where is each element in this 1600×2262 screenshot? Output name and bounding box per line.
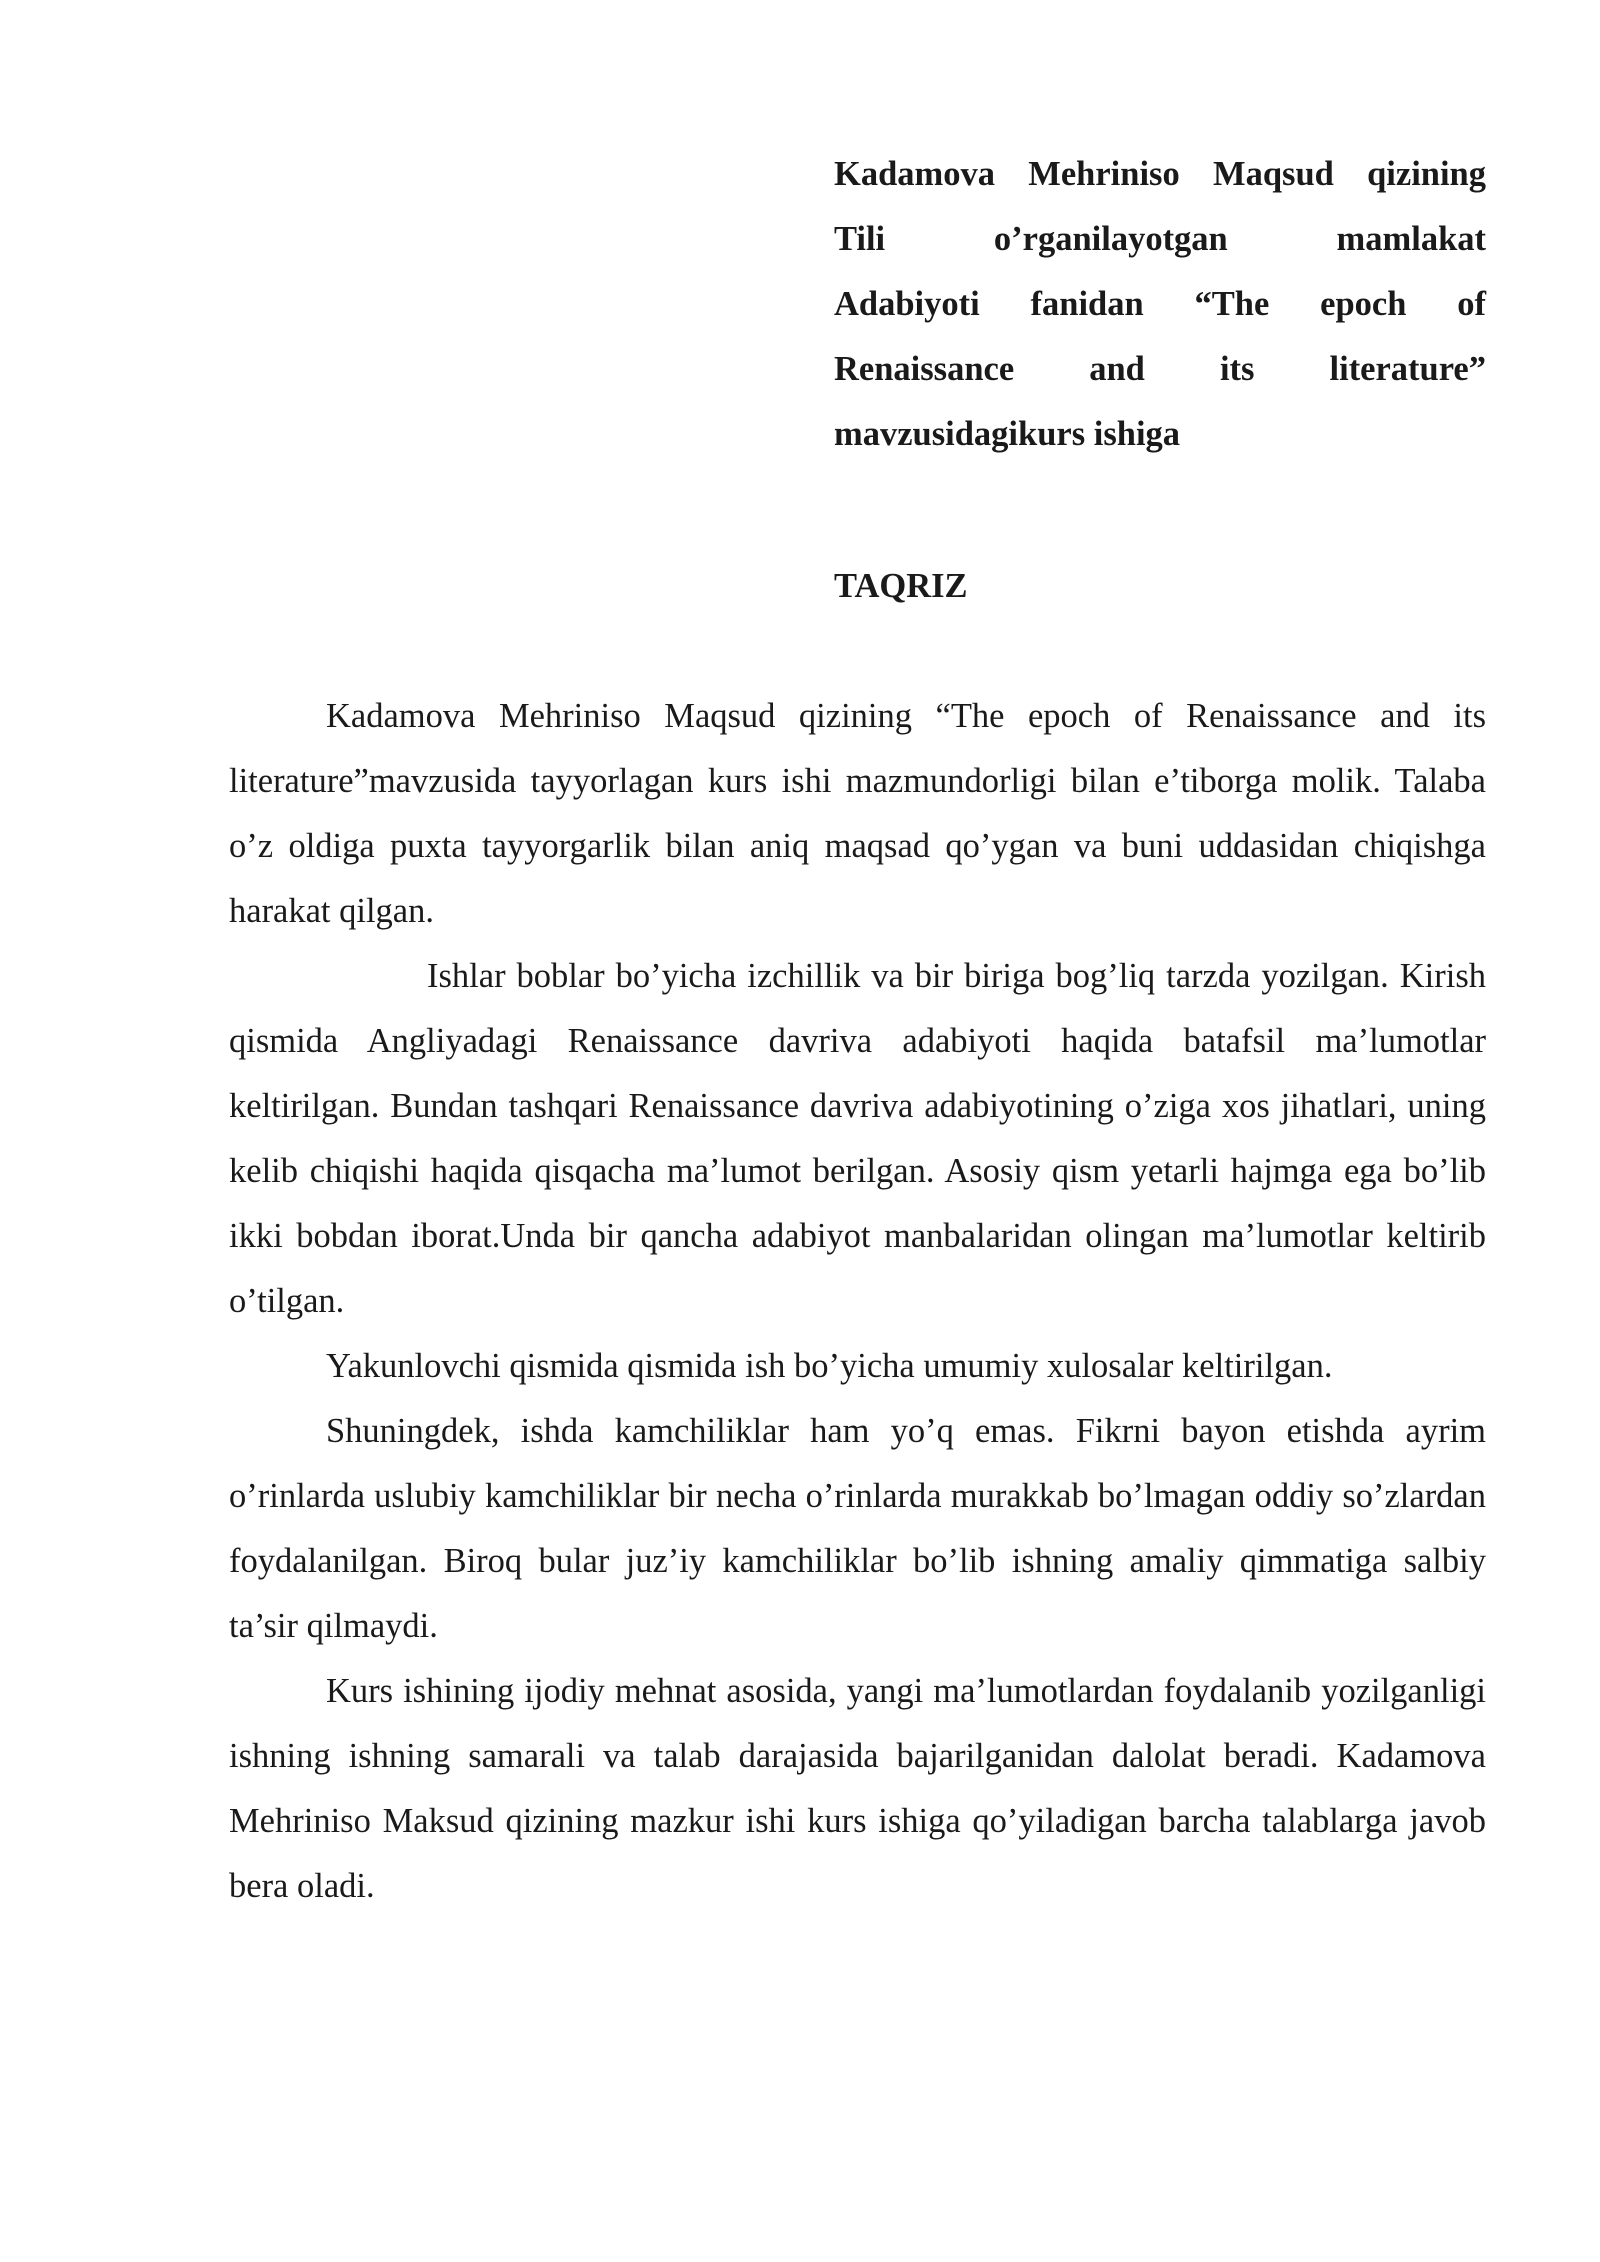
review-body: [229, 684, 1486, 1919]
paragraph-structure: Ishlar boblar bo’yicha izchillik va bir biriga bog’liq tarzda yozilgan. Kirish qismida Angliyadagi Renaissance davriva adabiyoti haqida batafsil ma’lumotlar keltirilgan. Bundan tashqari Renaissance davriva adabiyotining o’ziga xos jihatlari, uning kelib chiqishi haqida qisqacha ma’lumot berilgan. Asosiy qism yetarli hajmga ega bo’lib ikki bobdan iborat.Unda bir qancha adabiyot manbalaridan olingan ma’lumotlar keltirib o’tilgan.: [229, 957, 1486, 1320]
paragraph-shortcomings: Shuningdek, ishda kamchiliklar ham yo’q emas. Fikrni bayon etishda ayrim o’rinlarda uslubiy kamchiliklar bir necha o’rinlarda murakkab bo’lmagan oddiy so’zlardan foydalanilgan. Biroq bular juz’iy kamchiliklar bo’lib ishning amaliy qimmatiga salbiy ta’sir qilmaydi.: [229, 1412, 1486, 1645]
paragraph-intro: Kadamova Mehriniso Maqsud qizining “The epoch of Renaissance and its literature”mavzusida tayyorlagan kurs ishi mazmundorligi bilan e’tiborga molik. Talaba o’z oldiga puxta tayyorgarlik bilan aniq maqsad qo’ygan va buni uddasidan chiqishga harakat qilgan.: [229, 697, 1486, 930]
heading-line-work-type: mavzusidagikurs ishiga: [834, 415, 1181, 453]
paragraph-conclusion-part: Yakunlovchi qismida qismida ish bo’yicha umumiy xulosalar keltirilgan.: [326, 1347, 1333, 1385]
heading-line-topic-end: Renaissance and its literature”: [834, 350, 1486, 388]
heading-line-author: Kadamova Mehriniso Maqsud qizining: [834, 155, 1486, 193]
heading-line-topic-start: Adabiyoti fanidan “The epoch of: [834, 285, 1486, 323]
document-title: TAQRIZ: [834, 567, 968, 605]
heading-line-subject: Tili o’rganilayotgan mamlakat: [834, 220, 1486, 258]
paragraph-verdict: Kurs ishining ijodiy mehnat asosida, yangi ma’lumotlardan foydalanib yozilganligi ishning ishning samarali va talab darajasida bajarilganidan dalolat beradi. Kadamova Mehriniso Maksud qizining mazkur ishi kurs ishiga qo’yiladigan barcha talablarga javob bera oladi.: [229, 1672, 1486, 1905]
review-heading: [834, 142, 1486, 467]
